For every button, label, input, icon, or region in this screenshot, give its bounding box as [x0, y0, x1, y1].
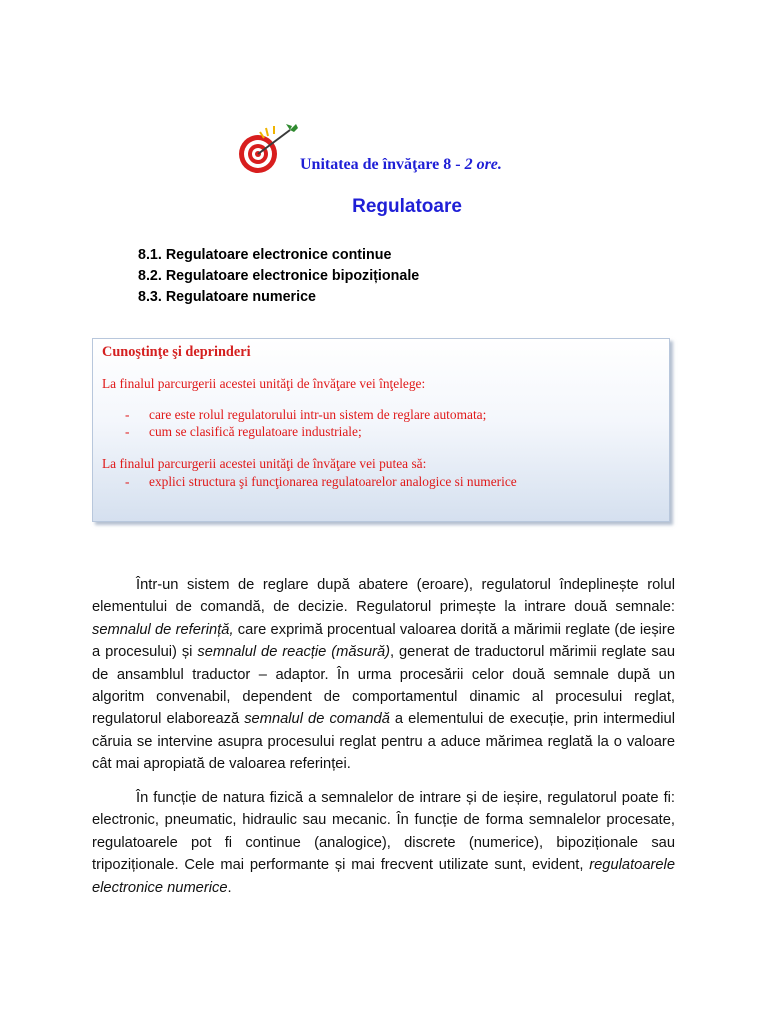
target-arrow-icon [236, 122, 300, 178]
toc-item: 8.3. Regulatoare numerice [138, 289, 316, 305]
paragraph-text: În funcție de natura fizică a semnalelor de intrare și de ieșire, regulatorul poate fi: electronic, pneumatic, hidraulic sau mecanic. În funcție de forma semnalelor procesate, regulatoarele pot fi continue (analogice), discrete (numerice), bipoziționale sau tripoziționale. Cele mai performante și mai frecvent utilizate sunt, evident, [92, 790, 675, 874]
bullet-marker: - [125, 407, 130, 422]
paragraph-text: care exprimă procentual valoarea dorită a mărimii reglate (de ieșire a procesului) și [92, 621, 675, 661]
paragraph-text: a elementului de execuție, prin intermediul căruia se intervine asupra procesului reglat pentru a aduce mărimea reglată la o valoare cât mai apropiată de valoarea referinței. [92, 711, 675, 773]
objectives-intro-able: La finalul parcurgerii acestei unităţi de învăţare vei putea să: [102, 456, 427, 471]
toc-item: 8.2. Regulatoare electronice bipoziționale [138, 268, 420, 284]
emphasis-text: semnalul de reacție (măsură) [197, 644, 391, 661]
objectives-title: Cunoştinţe şi deprinderi [102, 344, 251, 360]
unit-title [300, 156, 502, 174]
emphasis-text: semnalul de referință, [92, 621, 234, 638]
objective-item: explici structura şi funcţionarea regulatoarelor analogice si numerice [149, 474, 517, 489]
table-of-contents [138, 245, 419, 308]
unit-label: Unitatea de învăţare 8 - [300, 156, 465, 173]
unit-duration: 2 ore. [464, 156, 502, 173]
paragraph-text: Într-un sistem de reglare după abatere (eroare), regulatorul îndeplinește rolul elementului de comandă, de decizie. Regulatorul primește la intrare două semnale: [92, 577, 675, 616]
bullet-marker: - [125, 474, 130, 489]
emphasis-text: regulatoarele electronice numerice [92, 857, 675, 896]
page-title: Regulatoare [352, 196, 462, 217]
paragraph-2 [92, 787, 675, 899]
objectives-box [92, 338, 670, 522]
objective-item: care este rolul regulatorului intr-un sistem de reglare automata; [149, 407, 487, 422]
bullet-marker: - [125, 424, 130, 439]
paragraph-text: , generat de traductorul mărimii reglate sau de ansamblul traductor – adaptor. În urma procesării celor două semnale după un algoritm convenabil, dependent de comportamentul dinamic al procesului reglat, regulatorul elaborează [92, 644, 676, 728]
toc-item: 8.1. Regulatoare electronice continue [138, 247, 392, 263]
emphasis-text: semnalul de comandă [244, 711, 390, 728]
paragraph-text: . [227, 879, 232, 896]
paragraph-1 [92, 574, 675, 776]
objective-item: cum se clasifică regulatoare industriale; [149, 424, 362, 439]
objectives-intro-understand: La finalul parcurgerii acestei unităţi de învăţare vei înţelege: [102, 376, 426, 391]
